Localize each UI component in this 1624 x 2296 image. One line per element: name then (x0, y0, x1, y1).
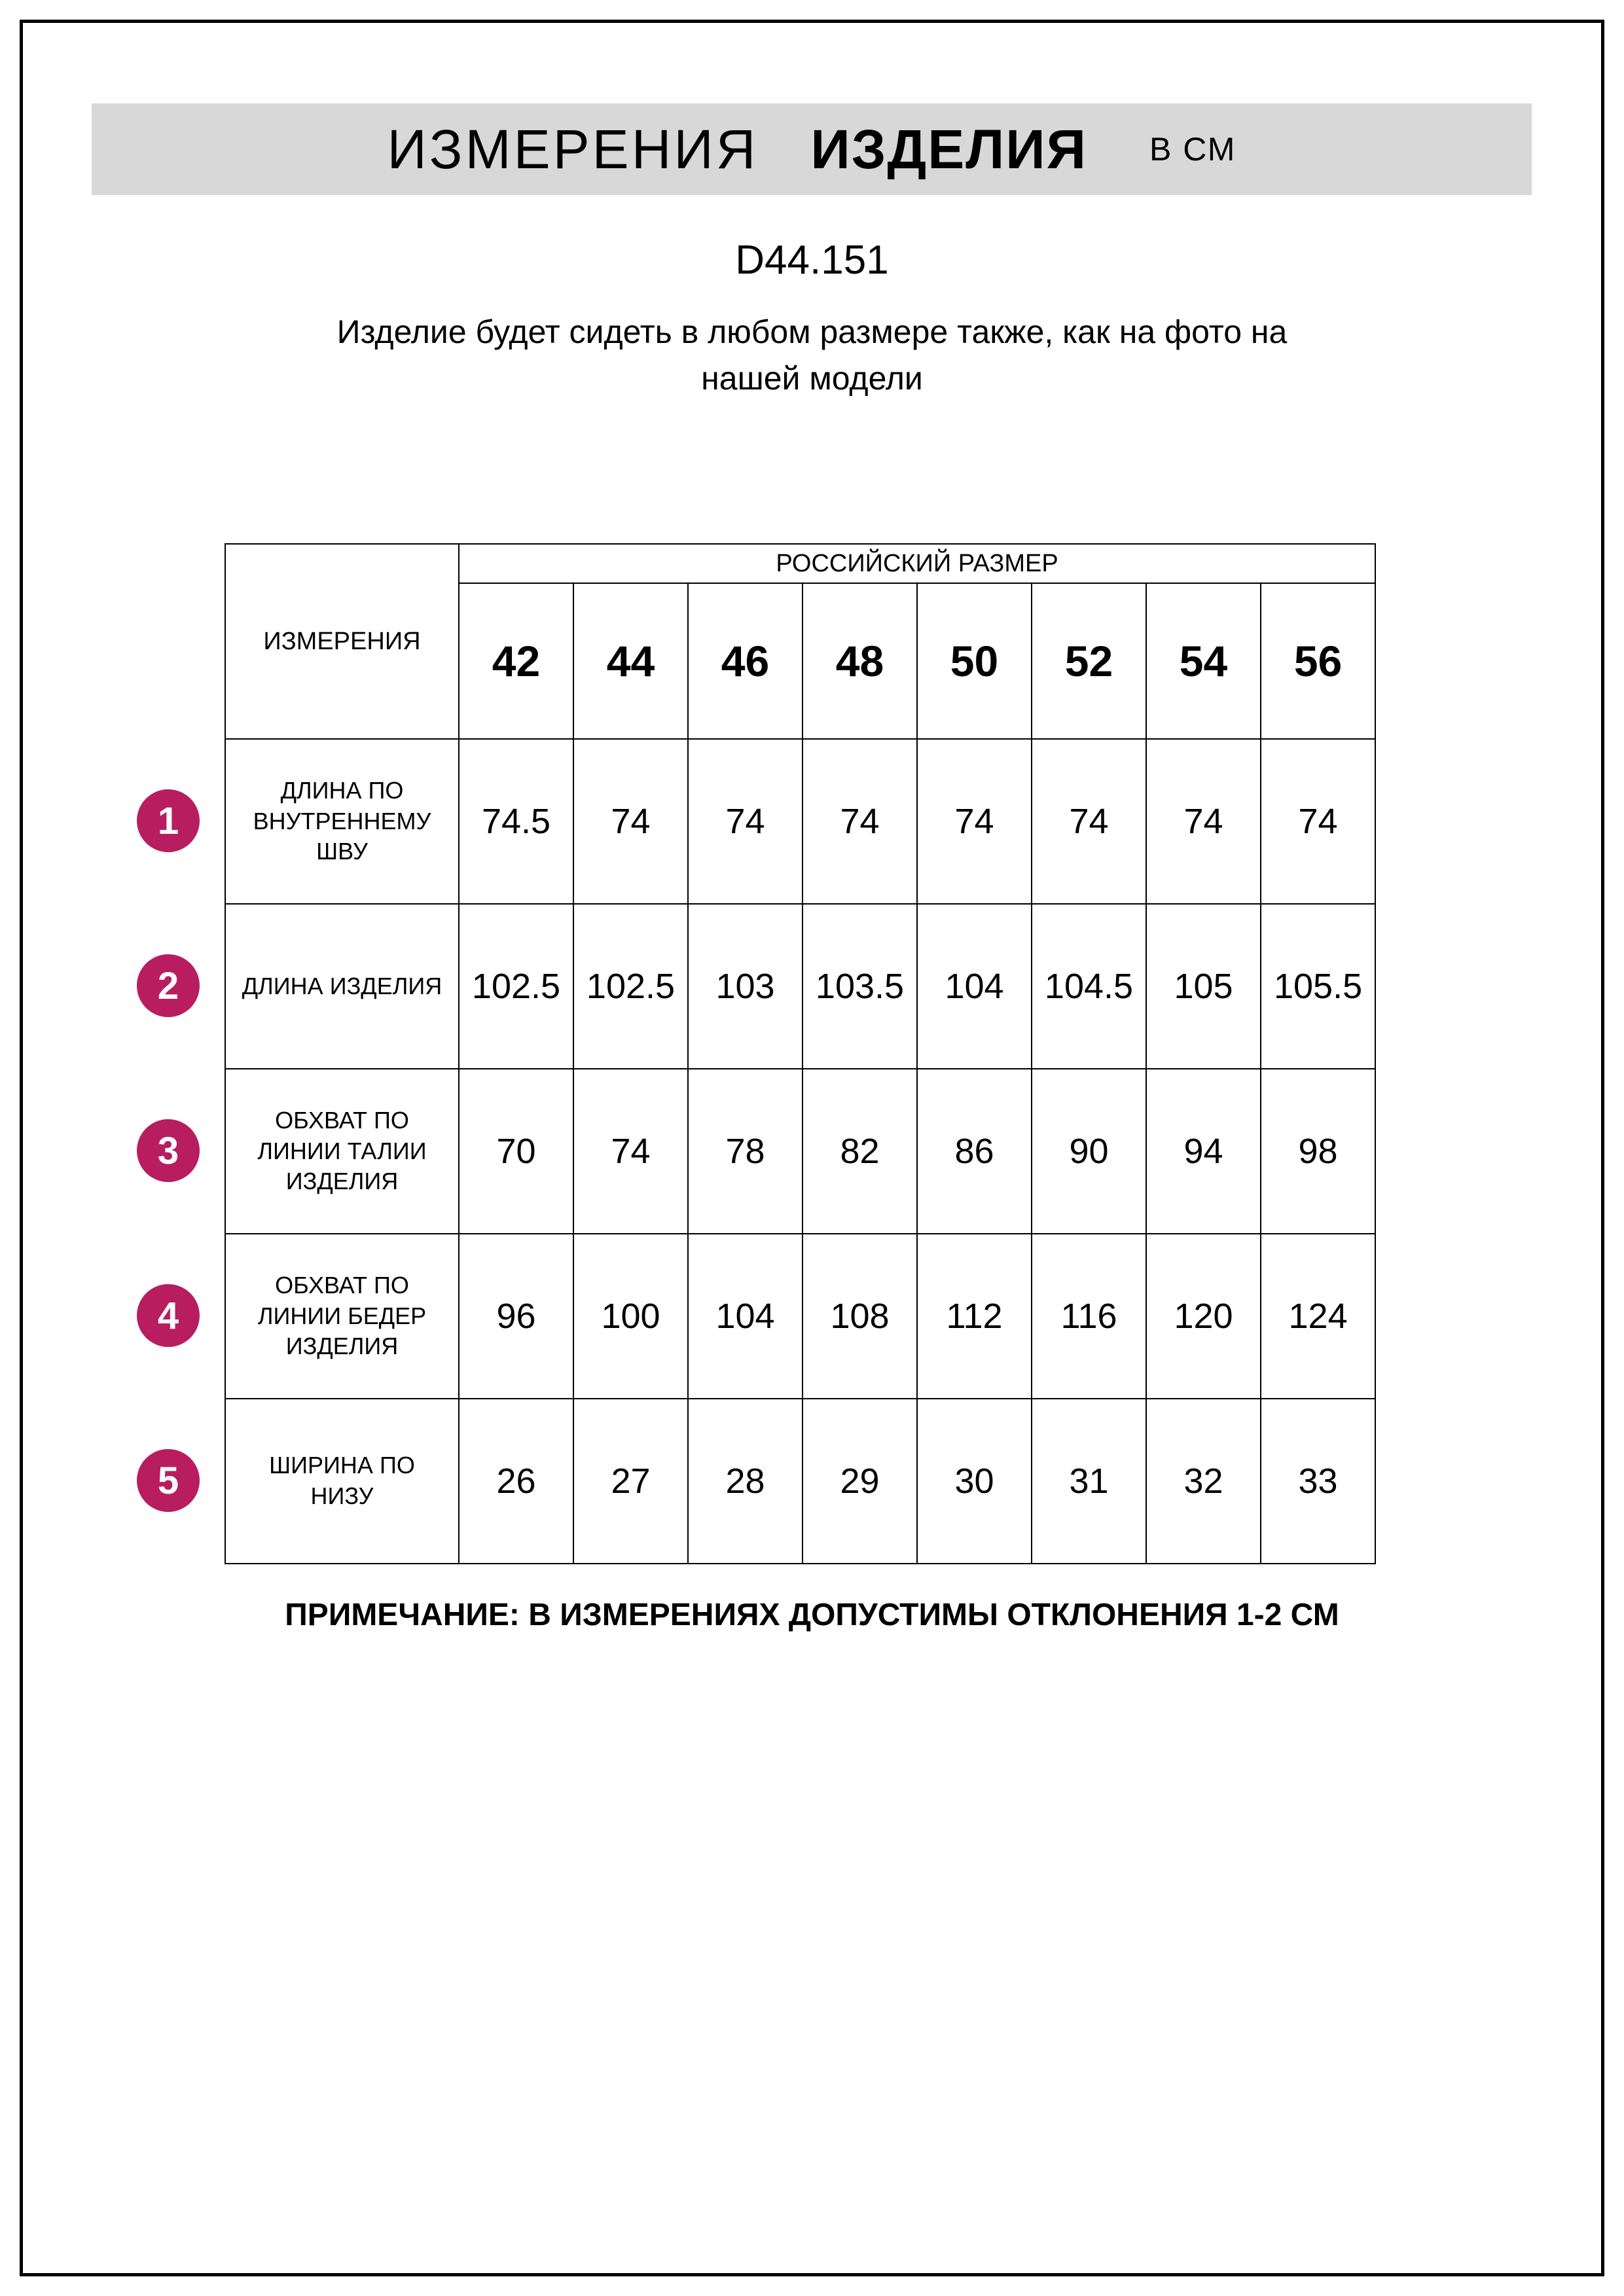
size-header-42: 42 (459, 583, 573, 739)
table-row-inseam-length (225, 739, 1375, 904)
value-cell: 112 (917, 1234, 1032, 1399)
model-code: D44.151 (735, 238, 889, 283)
size-table (225, 543, 1376, 1564)
title-product: ИЗДЕЛИЯ (810, 118, 1087, 180)
size-header-56: 56 (1261, 583, 1375, 739)
title-measurements: ИЗМЕРЕНИЯ (387, 118, 759, 180)
value-cell: 29 (803, 1399, 917, 1564)
table-row-hip-girth (225, 1234, 1375, 1399)
value-cell: 105 (1146, 904, 1261, 1069)
value-cell: 74.5 (459, 739, 573, 904)
value-cell: 102.5 (573, 904, 688, 1069)
value-cell: 103 (688, 904, 803, 1069)
value-cell: 90 (1032, 1069, 1146, 1234)
value-cell: 33 (1261, 1399, 1375, 1564)
size-header-50: 50 (917, 583, 1032, 739)
measurement-label: ОБХВАТ ПО ЛИНИИ БЕДЕР ИЗДЕЛИЯ (225, 1234, 459, 1399)
fit-note-line-1: Изделие будет сидеть в любом размере также, как на фото на (336, 314, 1288, 350)
value-cell: 74 (573, 739, 688, 904)
value-cell: 74 (1146, 739, 1261, 904)
value-cell: 103.5 (803, 904, 917, 1069)
size-group-header: РОССИЙСКИЙ РАЗМЕР (459, 544, 1375, 583)
size-header-48: 48 (803, 583, 917, 739)
value-cell: 124 (1261, 1234, 1375, 1399)
measurement-label: ШИРИНА ПО НИЗУ (225, 1399, 459, 1564)
fit-note-line-2: нашей модели (701, 360, 923, 397)
value-cell: 102.5 (459, 904, 573, 1069)
size-header-44: 44 (573, 583, 688, 739)
table-corner-header: ИЗМЕРЕНИЯ (225, 544, 459, 739)
value-cell: 104.5 (1032, 904, 1146, 1069)
fit-note (0, 309, 1624, 402)
size-header-54: 54 (1146, 583, 1261, 739)
measurement-label: ДЛИНА ПО ВНУТРЕННЕМУ ШВУ (225, 739, 459, 904)
title-units: В СМ (1149, 131, 1236, 168)
measurement-label: ОБХВАТ ПО ЛИНИИ ТАЛИИ ИЗДЕЛИЯ (225, 1069, 459, 1234)
value-cell: 74 (917, 739, 1032, 904)
value-cell: 74 (803, 739, 917, 904)
row-number-badge-5: 5 (137, 1449, 200, 1512)
table-row-garment-length (225, 904, 1375, 1069)
value-cell: 74 (573, 1069, 688, 1234)
value-cell: 100 (573, 1234, 688, 1399)
row-number-badge-2: 2 (137, 954, 200, 1017)
table-row-bottom-width (225, 1399, 1375, 1564)
value-cell: 74 (1032, 739, 1146, 904)
value-cell: 96 (459, 1234, 573, 1399)
row-number-badge-1: 1 (137, 789, 200, 852)
table-row-waist-girth (225, 1069, 1375, 1234)
value-cell: 74 (688, 739, 803, 904)
value-cell: 30 (917, 1399, 1032, 1564)
value-cell: 108 (803, 1234, 917, 1399)
tolerance-note: ПРИМЕЧАНИЕ: В ИЗМЕРЕНИЯХ ДОПУСТИМЫ ОТКЛОНЕНИЯ 1-2 СМ (285, 1598, 1339, 1632)
value-cell: 28 (688, 1399, 803, 1564)
measurement-label: ДЛИНА ИЗДЕЛИЯ (225, 904, 459, 1069)
value-cell: 120 (1146, 1234, 1261, 1399)
value-cell: 78 (688, 1069, 803, 1234)
value-cell: 105.5 (1261, 904, 1375, 1069)
value-cell: 116 (1032, 1234, 1146, 1399)
value-cell: 27 (573, 1399, 688, 1564)
row-number-badge-3: 3 (137, 1119, 200, 1182)
value-cell: 86 (917, 1069, 1032, 1234)
value-cell: 98 (1261, 1069, 1375, 1234)
size-header-52: 52 (1032, 583, 1146, 739)
value-cell: 31 (1032, 1399, 1146, 1564)
value-cell: 94 (1146, 1069, 1261, 1234)
value-cell: 26 (459, 1399, 573, 1564)
row-number-badge-4: 4 (137, 1284, 200, 1347)
value-cell: 104 (688, 1234, 803, 1399)
size-header-46: 46 (688, 583, 803, 739)
value-cell: 104 (917, 904, 1032, 1069)
value-cell: 70 (459, 1069, 573, 1234)
value-cell: 32 (1146, 1399, 1261, 1564)
value-cell: 82 (803, 1069, 917, 1234)
title-bar (92, 103, 1532, 195)
value-cell: 74 (1261, 739, 1375, 904)
